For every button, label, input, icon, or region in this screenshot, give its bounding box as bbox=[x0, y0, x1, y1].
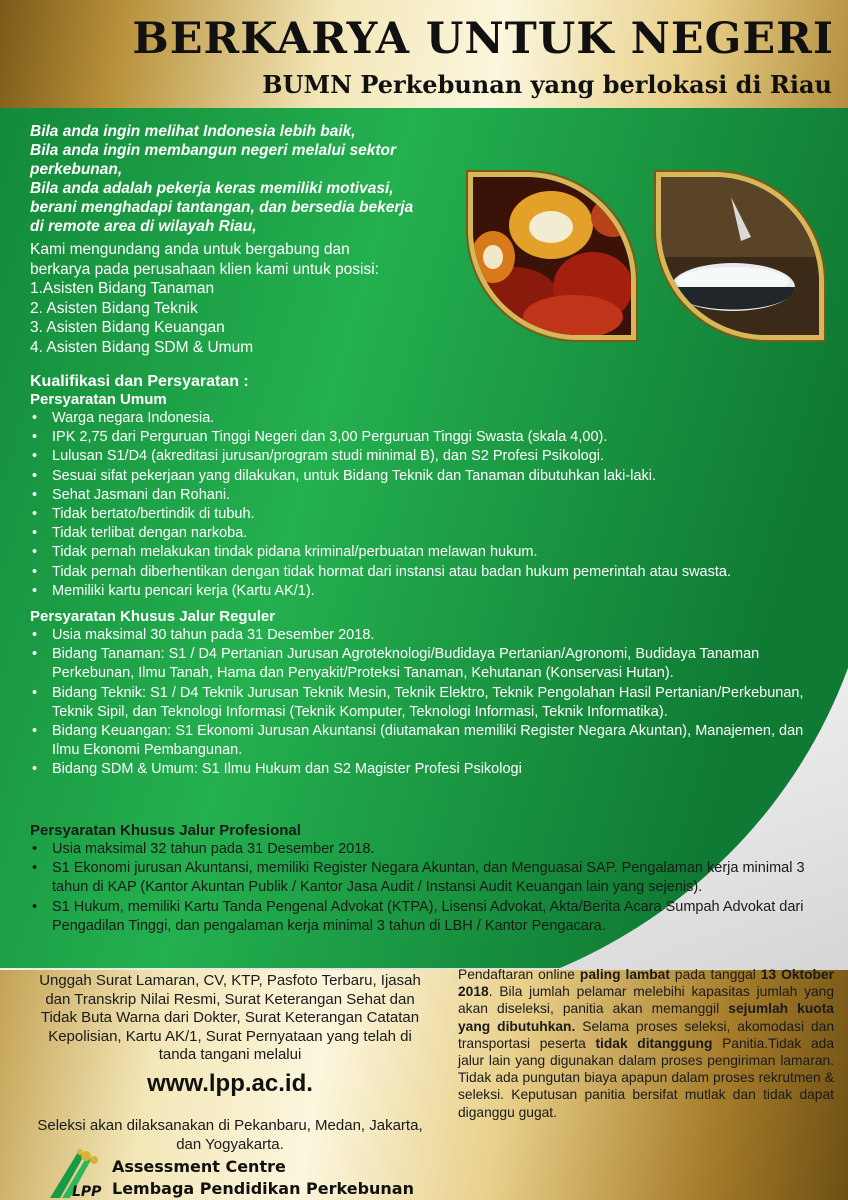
list-item: • Memiliki kartu pencari kerja (Kartu AK/1). bbox=[30, 582, 830, 601]
general-requirements-heading: Persyaratan Umum bbox=[30, 391, 167, 408]
list-item: • Bidang Tanaman: S1 / D4 Pertanian Jurusan Agroteknologi/Budidaya Pertanian/Agronomi, Budidaya Tanaman Perkebunan, Ilmu Tanah, Hama dan Penyakit/Proteksi Tanaman, Kehutanan (Konservasi Hutan). bbox=[30, 645, 830, 683]
position-list bbox=[30, 279, 450, 357]
list-item: • Bidang SDM & Umum: S1 Ilmu Hukum dan S2 Magister Profesi Psikologi bbox=[30, 760, 830, 779]
page-title: BERKARYA UNTUK NEGERI bbox=[132, 14, 834, 64]
intro-line: perkebunan, bbox=[30, 161, 123, 178]
position-item: 2. Asisten Bidang Teknik bbox=[30, 299, 198, 317]
reg-emphasis: sejumlah kuota yang dibutuhkan. bbox=[458, 1001, 834, 1034]
intro-line: di remote area di wilayah Riau, bbox=[30, 218, 257, 235]
general-requirements-list bbox=[30, 409, 830, 601]
reg-text: Panitia.Tidak ada jalur lain yang digunakan dalam proses pengiriman lamaran. Tidak ada pungutan biaya apapun dalam proses rekrutmen & seleksi. Keputusan panitia bersifat mutlak dan tidak dapat diganggu gugat. bbox=[458, 1035, 834, 1120]
position-item: 4. Asisten Bidang SDM & Umum bbox=[30, 338, 254, 356]
selection-locations: Seleksi akan dilaksanakan di Pekanbaru, Medan, Jakarta, dan Yogyakarta. bbox=[37, 1117, 423, 1153]
registration-info bbox=[458, 966, 834, 1121]
reg-text: . Bila jumlah pelamar melebihi kapasitas jumlah yang akan diseleksi, panitia akan memanggil bbox=[458, 984, 834, 1017]
organization-name bbox=[112, 1156, 414, 1200]
intro-line: berani menghadapi tantangan, dan bersedia bekerja bbox=[30, 199, 414, 216]
list-item: • Lulusan S1/D4 (akreditasi jurusan/program studi minimal B), dan S2 Profesi Psikologi. bbox=[30, 447, 830, 466]
org-line: Assessment Centre bbox=[112, 1157, 286, 1176]
profesional-list bbox=[30, 840, 830, 936]
upload-instructions: Unggah Surat Lamaran, CV, KTP, Pasfoto Terbaru, Ijasah dan Transkrip Nilai Resmi, Surat Keterangan Sehat dan Tidak Buta Warna dari Dokter, Surat Keterangan Catatan Kepolisian, Kartu AK/1, Surat Pernyataan yang telah di tanda tangani melalui bbox=[39, 972, 421, 1063]
list-item: • Usia maksimal 32 tahun pada 31 Desember 2018. bbox=[30, 840, 830, 859]
reg-date: 13 Oktober 2018 bbox=[458, 967, 834, 1000]
reguler-section bbox=[30, 608, 830, 780]
list-item: • Bidang Teknik: S1 / D4 Teknik Jurusan Teknik Mesin, Teknik Elektro, Teknik Pengolahan Hasil Pertanian/Perkebunan, Teknik Sipil, dan Teknologi Informasi (Teknik Komputer, Teknologi Informasi, Teknik Informatika). bbox=[30, 684, 830, 722]
list-item: • Tidak terlibat dengan narkoba. bbox=[30, 524, 830, 543]
list-item: • Sesuai sifat pekerjaan yang dilakukan, untuk Bidang Teknik dan Tanaman dibutuhkan laki-laki. bbox=[30, 467, 830, 486]
profesional-section bbox=[30, 822, 830, 936]
invite-text: Kami mengundang anda untuk bergabung dan bbox=[30, 241, 350, 258]
list-item: • S1 Ekonomi jurusan Akuntansi, memiliki Register Negara Akuntan, dan Menguasai SAP. Pengalaman kerja minimal 3 tahun di KAP (Kantor Akuntan Publik / Kantor Jasa Audit / Instansi Audit Keuangan lain yang sejenis). bbox=[30, 859, 830, 897]
reg-emphasis: tidak ditanggung bbox=[595, 1035, 713, 1051]
intro-line: Bila anda ingin melihat Indonesia lebih baik, bbox=[30, 123, 356, 140]
list-item: • Usia maksimal 30 tahun pada 31 Desember 2018. bbox=[30, 626, 830, 645]
page-subtitle: BUMN Perkebunan yang berlokasi di Riau bbox=[262, 70, 832, 99]
lpp-logo bbox=[42, 1148, 112, 1200]
qualifications-section bbox=[30, 372, 830, 601]
invite-text: berkarya pada perusahaan klien kami untuk posisi: bbox=[30, 260, 379, 278]
list-item: • S1 Hukum, memiliki Kartu Tanda Pengenal Advokat (KTPA), Lisensi Advokat, Akta/Berita Acara Sumpah Advokat dari Pengadilan Tinggi, dan pengalaman kerja minimal 3 tahun di LBH / Kantor Pengacara. bbox=[30, 898, 830, 936]
qualifications-heading: Kualifikasi dan Persyaratan : bbox=[30, 373, 249, 390]
list-item: • Bidang Keuangan: S1 Ekonomi Jurusan Akuntansi (diutamakan memiliki Register Negara Akuntan), Manajemen, dan Ilmu Ekonomi Pembangunan. bbox=[30, 722, 830, 760]
intro-line: Bila anda ingin membangun negeri melalui sektor bbox=[30, 142, 397, 159]
reg-emphasis: paling lambat bbox=[579, 967, 670, 982]
list-item: • Tidak pernah melakukan tindak pidana kriminal/perbuatan melawan hukum. bbox=[30, 543, 830, 562]
intro-text bbox=[30, 122, 470, 236]
org-line: Lembaga Pendidikan Perkebunan bbox=[112, 1179, 414, 1198]
list-item: • Tidak bertato/bertindik di tubuh. bbox=[30, 505, 830, 524]
reguler-heading: Persyaratan Khusus Jalur Reguler bbox=[30, 608, 276, 625]
profesional-heading: Persyaratan Khusus Jalur Profesional bbox=[30, 822, 301, 839]
header bbox=[0, 0, 848, 108]
reg-text: Pendaftaran online bbox=[458, 967, 580, 982]
reg-text: Selama proses seleksi, akomodasi dan transportasi peserta bbox=[458, 1018, 834, 1051]
list-item: • Tidak pernah diberhentikan dengan tidak hormat dari instansi atau badan hukum pemerintah atau swasta. bbox=[30, 563, 830, 582]
list-item: • Sehat Jasmani dan Rohani. bbox=[30, 486, 830, 505]
list-item: • IPK 2,75 dari Perguruan Tinggi Negeri dan 3,00 Perguruan Tinggi Swasta (skala 4,00). bbox=[30, 428, 830, 447]
position-item: 3. Asisten Bidang Keuangan bbox=[30, 319, 225, 336]
reguler-list bbox=[30, 626, 830, 780]
logo-text: LPP bbox=[72, 1184, 102, 1200]
list-item: • Warga negara Indonesia. bbox=[30, 409, 830, 428]
invitation bbox=[30, 240, 450, 357]
reg-text: pada tanggal bbox=[669, 967, 761, 982]
position-item: 1.Asisten Bidang Tanaman bbox=[30, 280, 215, 297]
website-link[interactable]: www.lpp.ac.id. bbox=[147, 1070, 313, 1097]
intro-line: Bila anda adalah pekerja keras memiliki motivasi, bbox=[30, 180, 394, 197]
